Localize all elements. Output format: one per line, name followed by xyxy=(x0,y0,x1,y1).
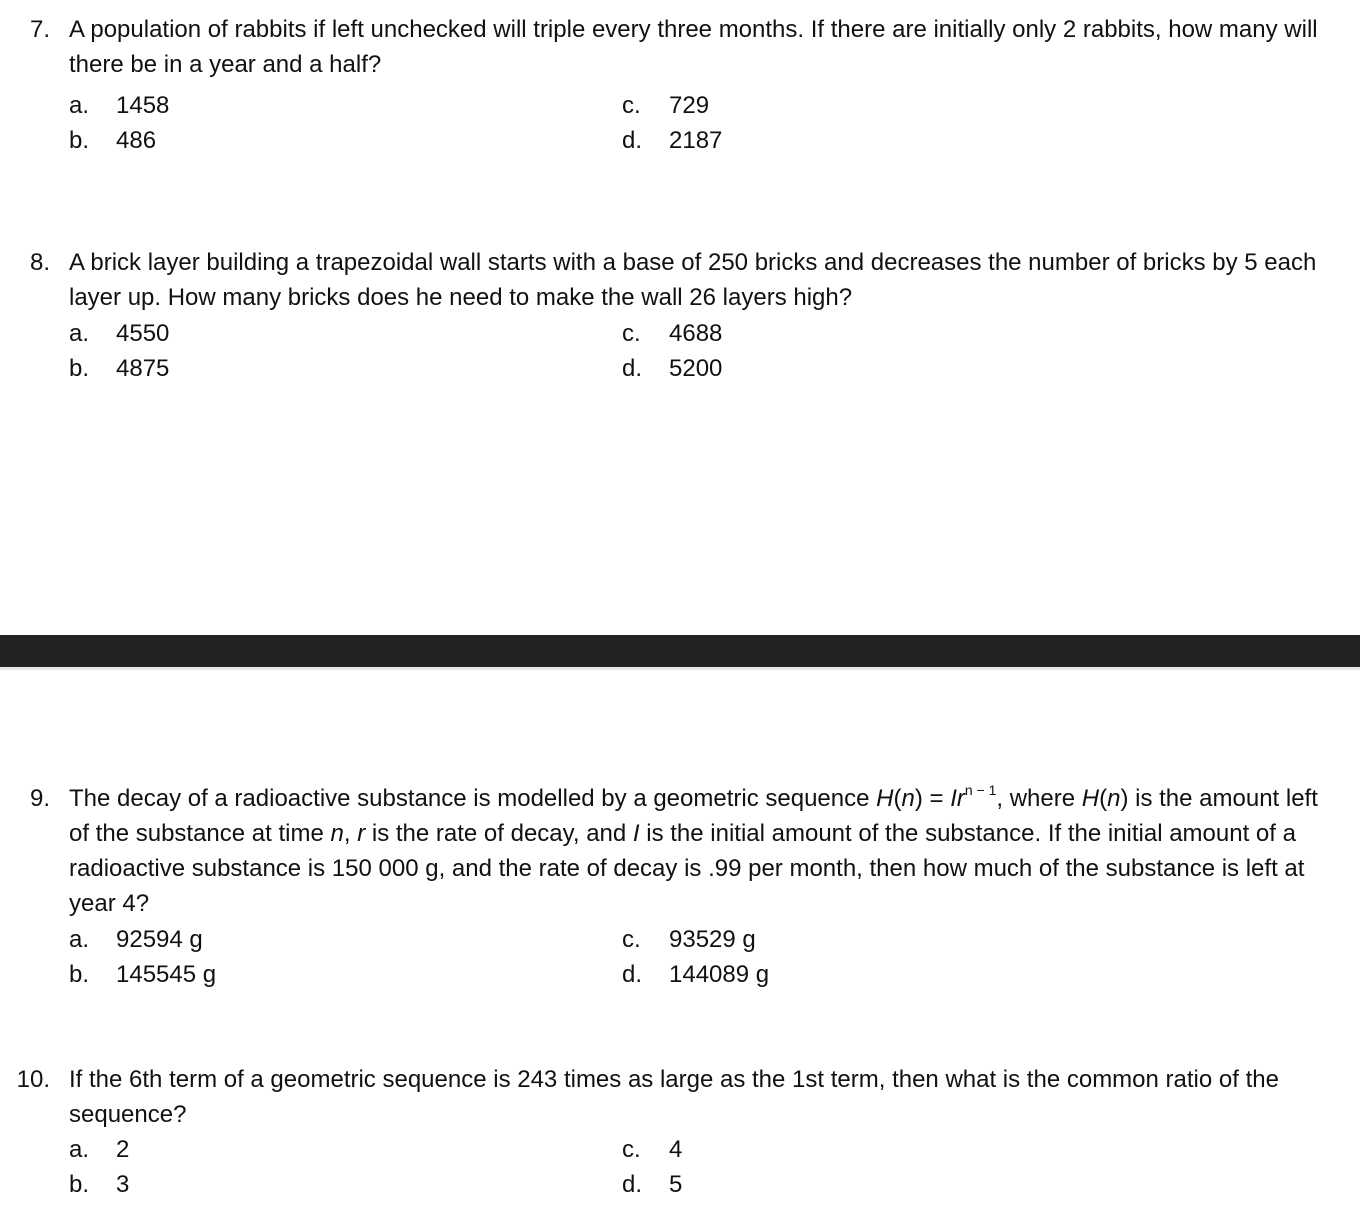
choice-value: 486 xyxy=(116,127,157,154)
question-number: 8. xyxy=(29,249,50,276)
choice-b[interactable] xyxy=(69,1167,129,1202)
var-I: I xyxy=(950,785,957,812)
choice-a[interactable] xyxy=(69,88,169,123)
choice-value: 4 xyxy=(669,1136,683,1163)
question-text xyxy=(69,781,1344,921)
question-text: If the 6th term of a geometric sequence is 243 times as large as the 1st term, then what is the common ratio of the sequence? xyxy=(69,1066,1279,1128)
choice-letter: c. xyxy=(622,1136,641,1163)
question-text: A population of rabbits if left unchecked will triple every three months. If there are initially only 2 rabbits, how many will there be in a year and a half? xyxy=(69,16,1318,78)
choice-letter: a. xyxy=(69,320,90,347)
text-segment: ) = xyxy=(914,785,951,812)
choice-a[interactable] xyxy=(69,1132,129,1167)
choice-c[interactable] xyxy=(622,1132,682,1167)
choice-d[interactable] xyxy=(622,123,722,158)
divider-shadow xyxy=(0,667,1360,670)
choice-a[interactable] xyxy=(69,316,169,351)
var-r: r xyxy=(357,820,366,847)
choice-value: 92594 g xyxy=(116,926,203,953)
answer-choices xyxy=(69,316,969,386)
choice-letter: a. xyxy=(69,92,90,119)
text-segment: is the rate of decay, and xyxy=(365,820,633,847)
question-number: 9. xyxy=(29,785,50,812)
choice-value: 5200 xyxy=(669,355,723,382)
choice-value: 145545 g xyxy=(116,961,217,988)
choice-c[interactable] xyxy=(622,88,709,123)
choice-d[interactable] xyxy=(622,1167,682,1202)
choice-letter: c. xyxy=(622,92,641,119)
choice-value: 4550 xyxy=(116,320,170,347)
question-number: 7. xyxy=(29,16,50,43)
choice-value: 4688 xyxy=(669,320,723,347)
var-H: H xyxy=(1081,785,1100,812)
choice-b[interactable] xyxy=(69,351,169,386)
choice-letter: b. xyxy=(69,1171,90,1198)
var-I: I xyxy=(632,820,640,847)
var-H: H xyxy=(876,785,894,812)
choice-letter: c. xyxy=(622,926,641,953)
choice-a[interactable] xyxy=(69,922,203,957)
choice-c[interactable] xyxy=(622,922,756,957)
choice-letter: b. xyxy=(69,961,90,988)
choice-letter: d. xyxy=(622,127,643,154)
choice-letter: d. xyxy=(622,1171,643,1198)
choice-d[interactable] xyxy=(622,351,722,386)
choice-letter: d. xyxy=(622,961,643,988)
question-number: 10. xyxy=(16,1066,50,1093)
text-segment: ) is the amount left of the substance at time xyxy=(69,785,1318,847)
text-segment: ( xyxy=(1099,785,1108,812)
choice-d[interactable] xyxy=(622,957,769,992)
choice-value: 2187 xyxy=(669,127,723,154)
choice-value: 5 xyxy=(669,1171,683,1198)
var-r: r xyxy=(956,785,965,812)
text-segment: ( xyxy=(893,785,902,812)
choice-letter: a. xyxy=(69,926,90,953)
choice-letter: b. xyxy=(69,127,90,154)
choice-value: 1458 xyxy=(116,92,170,119)
var-n: n xyxy=(1107,785,1121,812)
choice-value: 3 xyxy=(116,1171,130,1198)
choice-letter: d. xyxy=(622,355,643,382)
text-segment: The decay of a radioactive substance is modelled by a geometric sequence xyxy=(69,785,877,812)
page-divider xyxy=(0,635,1360,667)
var-n: n xyxy=(901,785,915,812)
choice-value: 729 xyxy=(669,92,710,119)
text-segment: is the initial amount of the substance. If the initial amount of a radioactive substance is 150 000 g, and the rate of decay is .99 per month, then how much of the substance is left at year 4? xyxy=(69,820,1305,917)
choice-letter: a. xyxy=(69,1136,90,1163)
choice-letter: b. xyxy=(69,355,90,382)
exponent: n − 1 xyxy=(964,782,997,798)
var-n: n xyxy=(330,820,344,847)
choice-letter: c. xyxy=(622,320,641,347)
answer-choices xyxy=(69,922,969,992)
choice-value: 2 xyxy=(116,1136,130,1163)
choice-value: 144089 g xyxy=(669,961,770,988)
choice-value: 4875 xyxy=(116,355,170,382)
choice-value: 93529 g xyxy=(669,926,756,953)
choice-b[interactable] xyxy=(69,957,216,992)
answer-choices xyxy=(69,1132,969,1202)
text-segment: , where xyxy=(996,785,1082,812)
choice-c[interactable] xyxy=(622,316,722,351)
choice-b[interactable] xyxy=(69,123,156,158)
text-segment: , xyxy=(343,820,358,847)
question-text: A brick layer building a trapezoidal wall starts with a base of 250 bricks and decreases the number of bricks by 5 each layer up. How many bricks does he need to make the wall 26 layers high? xyxy=(69,249,1317,311)
answer-choices xyxy=(69,88,969,158)
